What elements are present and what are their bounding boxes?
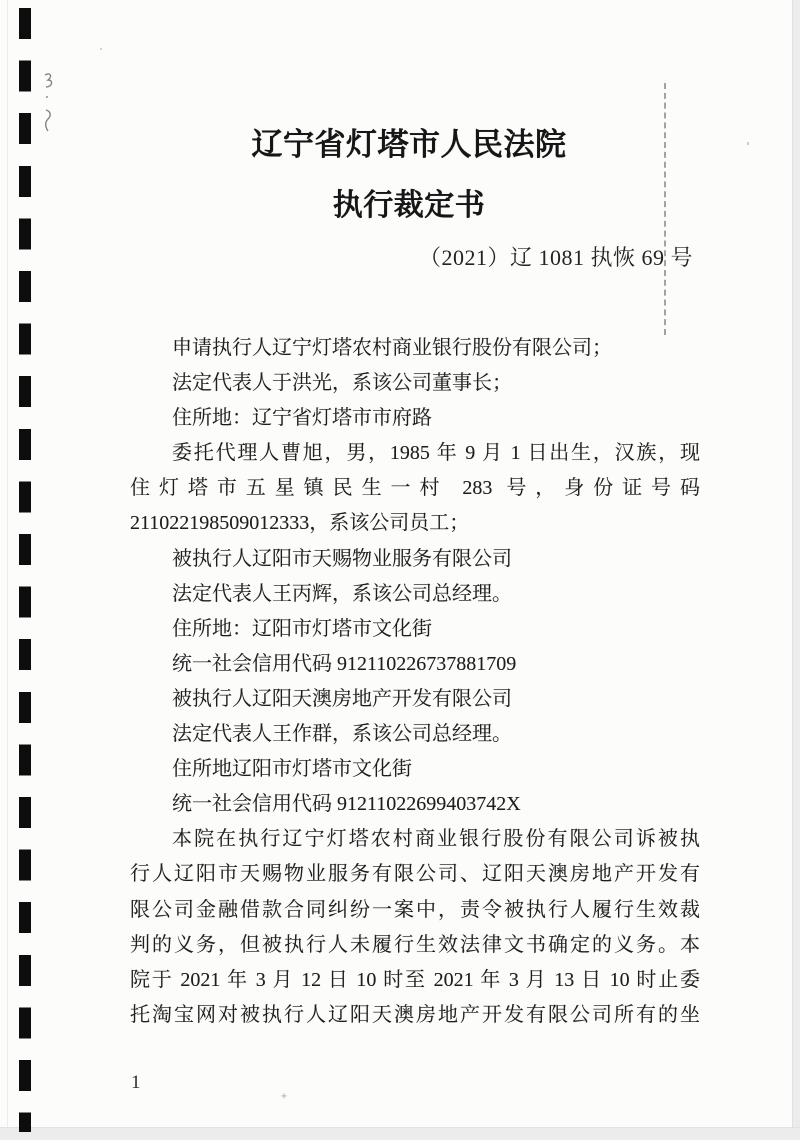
body-line: 委托代理人曹旭，男，1985 年 9 月 1 日出生，汉族，现 xyxy=(172,442,700,465)
body-line: 限公司金融借款合同纠纷一案中，责令被执行人履行生效裁 xyxy=(130,898,700,921)
body-line: 被执行人辽阳市天赐物业服务有限公司 xyxy=(172,547,512,570)
page-edge-line xyxy=(7,0,8,1127)
scan-speck-icon: + xyxy=(281,1091,288,1102)
page-number: 1 xyxy=(131,1072,141,1093)
body-line: 住灯塔市五星镇民生一村 283 号，身份证号码 xyxy=(130,477,700,500)
body-line: 法定代表人于洪光，系该公司董事长； xyxy=(172,372,512,395)
pen-marks xyxy=(40,70,56,139)
document-body xyxy=(130,331,700,1033)
bottom-scan-margin xyxy=(0,1127,800,1140)
body-line: 211022198509012333，系该公司员工； xyxy=(130,512,470,535)
body-line: 统一社会信用代码 91211022699403742X xyxy=(172,793,521,816)
body-line: 被执行人辽阳天澳房地产开发有限公司 xyxy=(172,687,512,710)
right-scan-margin xyxy=(792,0,800,1139)
fold-dashed-line xyxy=(664,83,666,335)
document-title: 执行裁定书 xyxy=(332,189,486,222)
scan-speck-icon xyxy=(747,142,749,145)
body-line: 申请执行人辽宁灯塔农村商业银行股份有限公司； xyxy=(172,337,612,359)
body-line: 住所地：辽宁省灯塔市市府路 xyxy=(172,407,432,430)
body-line: 院于 2021 年 3 月 12 日 10 时至 2021 年 3 月 13 日 10 时止委 xyxy=(130,968,700,991)
body-line: 法定代表人王丙辉，系该公司总经理。 xyxy=(172,582,512,605)
body-line: 判的义务，但被执行人未履行生效法律文书确定的义务。本 xyxy=(130,933,700,956)
body-line: 本院在执行辽宁灯塔农村商业银行股份有限公司诉被执 xyxy=(172,828,700,851)
body-line: 住所地：辽阳市灯塔市文化街 xyxy=(172,617,432,640)
body-line: 行人辽阳市天赐物业服务有限公司、辽阳天澳房地产开发有 xyxy=(130,863,700,886)
case-number: （2021）辽 1081 执恢 69 号 xyxy=(418,245,693,270)
court-name: 辽宁省灯塔市人民法院 xyxy=(251,127,567,162)
body-line: 托淘宝网对被执行人辽阳天澳房地产开发有限公司所有的坐 xyxy=(130,1003,700,1026)
binding-holes xyxy=(19,8,31,1132)
scan-speck-icon xyxy=(100,48,102,50)
body-line: 法定代表人王作群，系该公司总经理。 xyxy=(172,723,512,746)
body-line: 住所地辽阳市灯塔市文化街 xyxy=(172,758,412,781)
body-line: 统一社会信用代码 912110226737881709 xyxy=(172,652,517,675)
